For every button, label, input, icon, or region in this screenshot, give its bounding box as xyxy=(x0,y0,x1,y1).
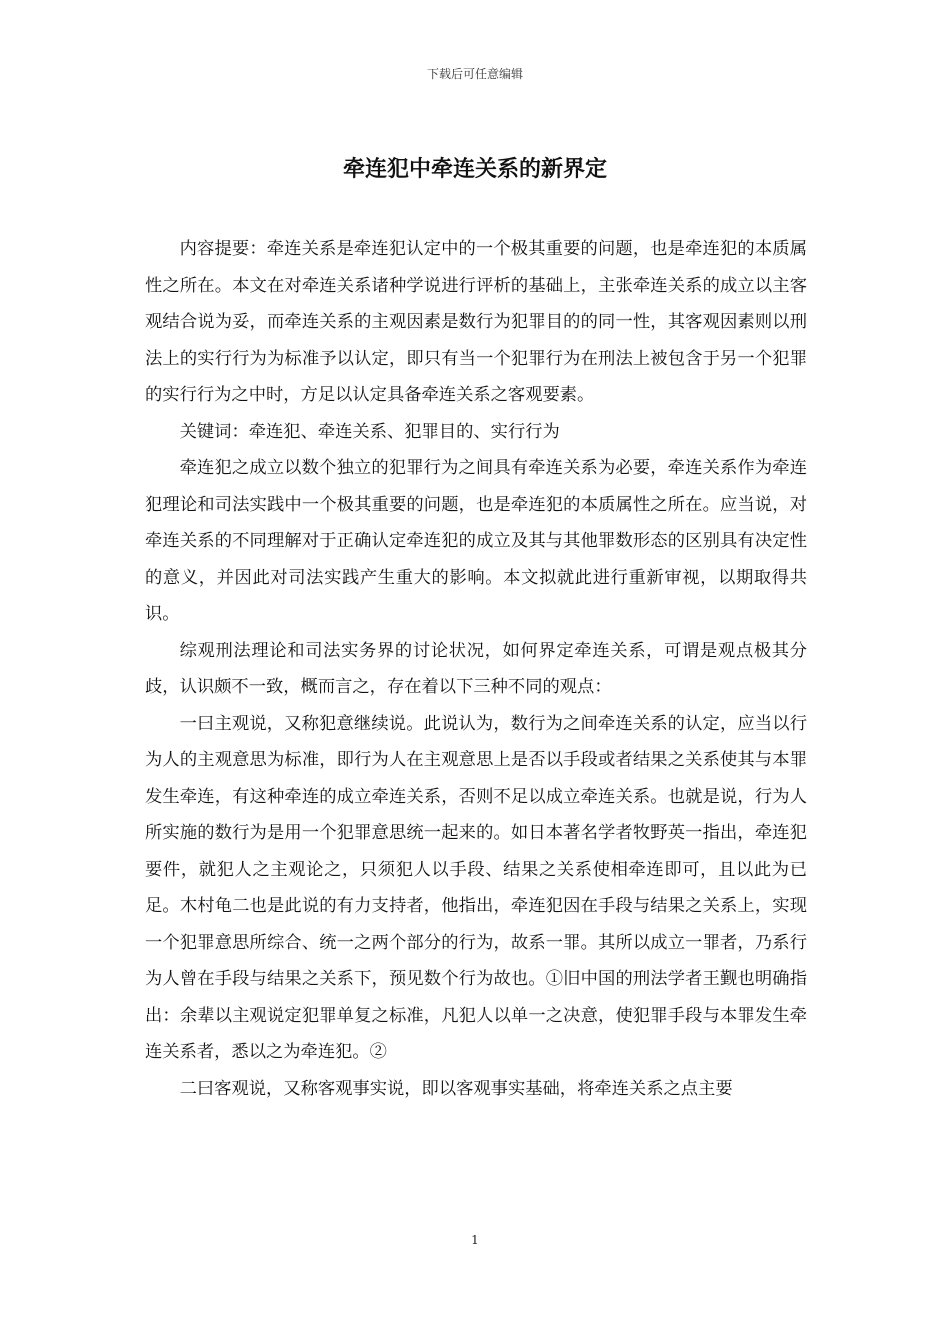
document-body xyxy=(145,231,807,1107)
keywords-paragraph: 关键词：牵连犯、牵连关系、犯罪目的、实行行为 xyxy=(179,421,560,442)
body-paragraph: 一曰主观说，又称犯意继续说。此说认为，数行为之间牵连关系的认定，应当以行为人的主观意思为标准，即行为人在主观意思上是否以手段或者结果之关系使其与本罪发生牵连，有这种牵连的成立牵连关系，否则不足以成立牵连关系。也就是说，行为人所实施的数行为是用一个犯罪意思统一起来的。如日本著名学者牧野英一指出，牵连犯要件，就犯人之主观论之，只须犯人以手段、结果之关系使相牵连即可，且以此为已足。木村龟二也是此说的有力支持者，他指出，牵连犯因在手段与结果之关系上，实现一个犯罪意思所综合、统一之两个部分的行为，故系一罪。其所以成立一罪者，乃系行为人曾在手段与结果之关系下，预见数个行为故也。①旧中国的刑法学者王觐也明确指出：余辈以主观说定犯罪单复之标准，凡犯人以单一之决意，使犯罪手段与本罪发生牵连关系者，悉以之为牵连犯。② xyxy=(145,713,807,1062)
page-number: 1 xyxy=(471,1233,479,1247)
body-paragraph: 牵连犯之成立以数个独立的犯罪行为之间具有牵连关系为必要，牵连关系作为牵连犯理论和司法实践中一个极其重要的问题，也是牵连犯的本质属性之所在。应当说，对牵连关系的不同理解对于正确认定牵连犯的成立及其与其他罪数形态的区别具有决定性的意义，并因此对司法实践产生重大的影响。本文拟就此进行重新审视，以期取得共识。 xyxy=(145,458,807,624)
page-header: 下载后可任意编辑 xyxy=(426,67,523,81)
abstract-paragraph: 内容提要：牵连关系是牵连犯认定中的一个极其重要的问题，也是牵连犯的本质属性之所在。本文在对牵连关系诸种学说进行评析的基础上，主张牵连关系的成立以主客观结合说为妥，而牵连关系的主观因素是数行为犯罪目的的同一性，其客观因素则以刑法上的实行行为为标准予以认定，即只有当一个犯罪行为在刑法上被包含于另一个犯罪的实行行为之中时，方足以认定具备牵连关系之客观要素。 xyxy=(145,239,807,405)
document-title: 牵连犯中牵连关系的新界定 xyxy=(342,157,607,182)
body-paragraph: 二曰客观说，又称客观事实说，即以客观事实基础，将牵连关系之点主要 xyxy=(179,1078,733,1099)
body-paragraph: 综观刑法理论和司法实务界的讨论状况，如何界定牵连关系，可谓是观点极其分歧，认识颇不一致，概而言之，存在着以下三种不同的观点： xyxy=(145,640,807,697)
